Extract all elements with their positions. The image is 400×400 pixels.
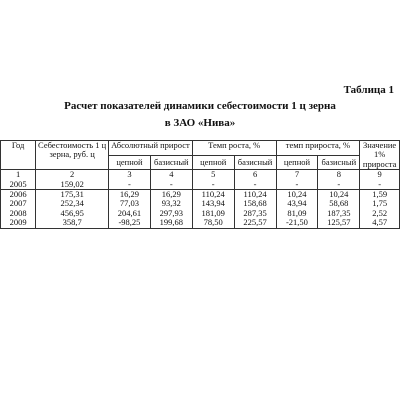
table-row [1,180,400,190]
header-growth-rate: Темп роста, % [192,141,276,156]
table-cell: - [109,180,151,190]
header-year: Год [1,141,36,170]
document-subtitle: в ЗАО «Нива» [164,117,236,129]
column-number: 1 [1,170,36,180]
header-absolute-increase: Абсолютный прирост [109,141,193,156]
table-cell: 16,29 [109,190,151,200]
table-cell: - [192,180,234,190]
table-row [1,199,400,208]
table-cell: 16,29 [150,190,192,200]
header-increase-chain: цепной [276,155,318,170]
column-number-row [1,170,400,180]
table-cell: 252,34 [36,199,109,208]
table-cell: 159,02 [36,180,109,190]
header-growth-chain: цепной [192,155,234,170]
column-number: 5 [192,170,234,180]
table-cell: 1,75 [360,199,400,208]
table-cell: 187,35 [318,209,360,218]
table-cell: -21,50 [276,218,318,228]
table-cell: - [318,180,360,190]
table-cell: 4,57 [360,218,400,228]
header-abs-chain: цепной [109,155,151,170]
table-row [1,218,400,228]
header-cost: Себестоимость 1 ц зерна, руб. ц [36,141,109,170]
table-cell: 358,7 [36,218,109,228]
table-cell: - [276,180,318,190]
table-cell: 287,35 [234,209,276,218]
column-number: 9 [360,170,400,180]
table-cell: 77,03 [109,199,151,208]
header-increase-base: базисный [318,155,360,170]
column-number: 3 [109,170,151,180]
table-cell: 158,68 [234,199,276,208]
table-cell: 297,93 [150,209,192,218]
column-number: 8 [318,170,360,180]
table-cell: 110,24 [234,190,276,200]
table-cell: 225,57 [234,218,276,228]
table-cell: 143,94 [192,199,234,208]
table-cell: - [150,180,192,190]
document-title: Расчет показателей динамики себестоимости 1 ц зерна [64,100,336,112]
table-cell: 2005 [1,180,36,190]
table-cell: 110,24 [192,190,234,200]
table-cell: 2008 [1,209,36,218]
table-cell: 125,57 [318,218,360,228]
header-increase-rate: темп прироста, % [276,141,360,156]
header-growth-base: базисный [234,155,276,170]
table-cell: 1,59 [360,190,400,200]
header-abs-base: базисный [150,155,192,170]
table-cell: 175,31 [36,190,109,200]
table-cell: 2007 [1,199,36,208]
table-cell: 93,32 [150,199,192,208]
table-cell: 199,68 [150,218,192,228]
table-cell: 2,52 [360,209,400,218]
table-cell: -98,25 [109,218,151,228]
column-number: 4 [150,170,192,180]
table-cell: 43,94 [276,199,318,208]
table-cell: 2006 [1,190,36,200]
table-cell: 204,61 [109,209,151,218]
table-row [1,190,400,200]
cost-dynamics-table [0,140,400,229]
column-number: 2 [36,170,109,180]
table-number-label: Таблица 1 [343,84,394,96]
column-number: 7 [276,170,318,180]
table-cell: 78,50 [192,218,234,228]
table-cell: 81,09 [276,209,318,218]
table-cell: 181,09 [192,209,234,218]
header-value-one-percent: Значение 1% прироста [360,141,400,170]
table-cell: 2009 [1,218,36,228]
table-row [1,209,400,218]
column-number: 6 [234,170,276,180]
table-cell: - [234,180,276,190]
table-cell: 10,24 [276,190,318,200]
table-cell: - [360,180,400,190]
table-cell: 10,24 [318,190,360,200]
table-cell: 58,68 [318,199,360,208]
table-cell: 456,95 [36,209,109,218]
